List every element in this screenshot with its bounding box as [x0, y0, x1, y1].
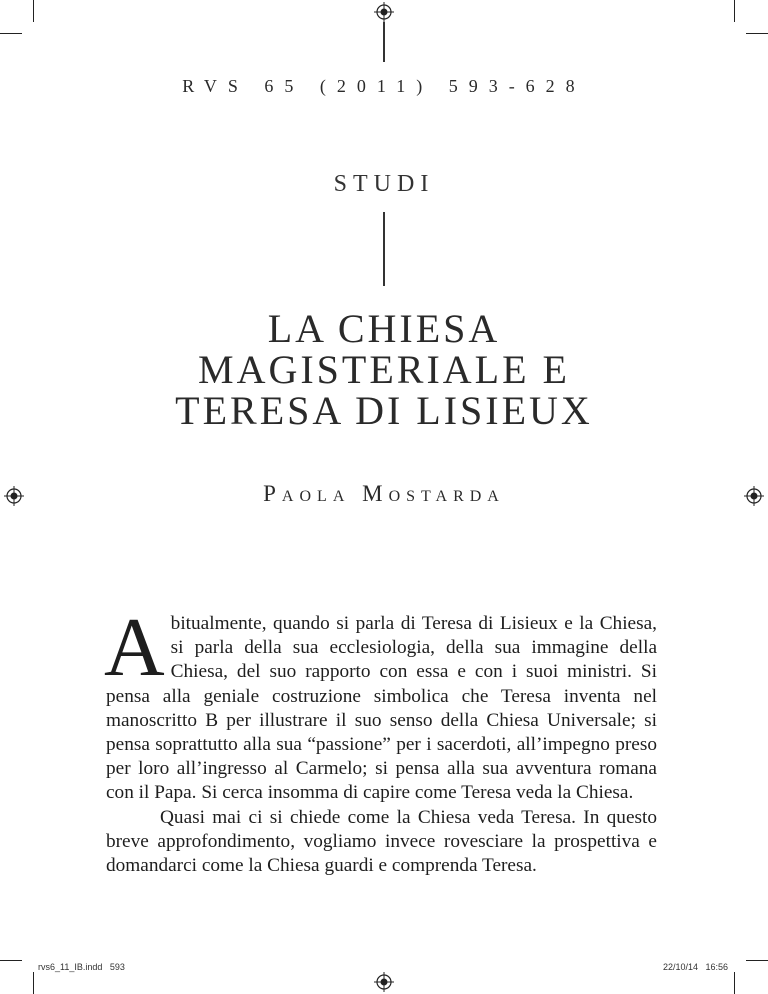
section-rule [383, 212, 385, 286]
crop-mark-icon [33, 972, 34, 994]
author-name-text: Paola Mostarda [263, 481, 505, 506]
crop-mark-icon [734, 0, 735, 22]
crop-mark-icon [746, 33, 768, 34]
crop-mark-icon [0, 33, 22, 34]
crop-mark-icon [33, 0, 34, 22]
crop-mark-icon [746, 960, 768, 961]
registration-mark-icon [374, 972, 394, 992]
timestamp: 22/10/14 16:56 [662, 962, 728, 972]
title-line: LA CHIESA [267, 306, 501, 351]
title-line: MAGISTERIALE E [198, 347, 570, 392]
author-name [0, 481, 768, 507]
file-info: rvs6_11_IB.indd 593 [38, 962, 125, 972]
section-label: STUDI [333, 171, 435, 197]
article-body [104, 601, 657, 878]
title-line: TERESA DI LISIEUX [175, 388, 593, 433]
crop-mark-icon [0, 960, 22, 961]
registration-mark-icon [374, 2, 394, 22]
top-rule [383, 22, 385, 62]
paragraph [104, 601, 657, 806]
paragraph-text: bitualmente, quando si parla di Teresa di Lisieux e la Chiesa, si parla della sua ecclesiologia, della sua immagine della Chiesa, del suo rapporto con essa e con i suoi ministri. Si pensa alla geniale costruzione simbolica che Teresa inventa nel manoscritto B per illustrare il suo senso della Chiesa Universale; si pensa soprattutto alla sua “passione” per i sacerdoti, all’impegno preso per loro all’ingresso al Carmelo; si pensa alla sua avventura romana con il Papa. Si cerca insomma di capire come Teresa veda la Chiesa. [106, 613, 657, 804]
article-title [0, 308, 768, 431]
paragraph: Quasi mai ci si chiede come la Chiesa veda Teresa. In questo breve approfondimento, vogliamo invece rovesciare la prospettiva e domandarci come la Chiesa guardi e comprenda Teresa. [106, 806, 657, 877]
drop-cap: A [104, 601, 165, 694]
crop-mark-icon [734, 972, 735, 994]
running-head: RVS 65 (2011) 593-628 [182, 76, 586, 96]
